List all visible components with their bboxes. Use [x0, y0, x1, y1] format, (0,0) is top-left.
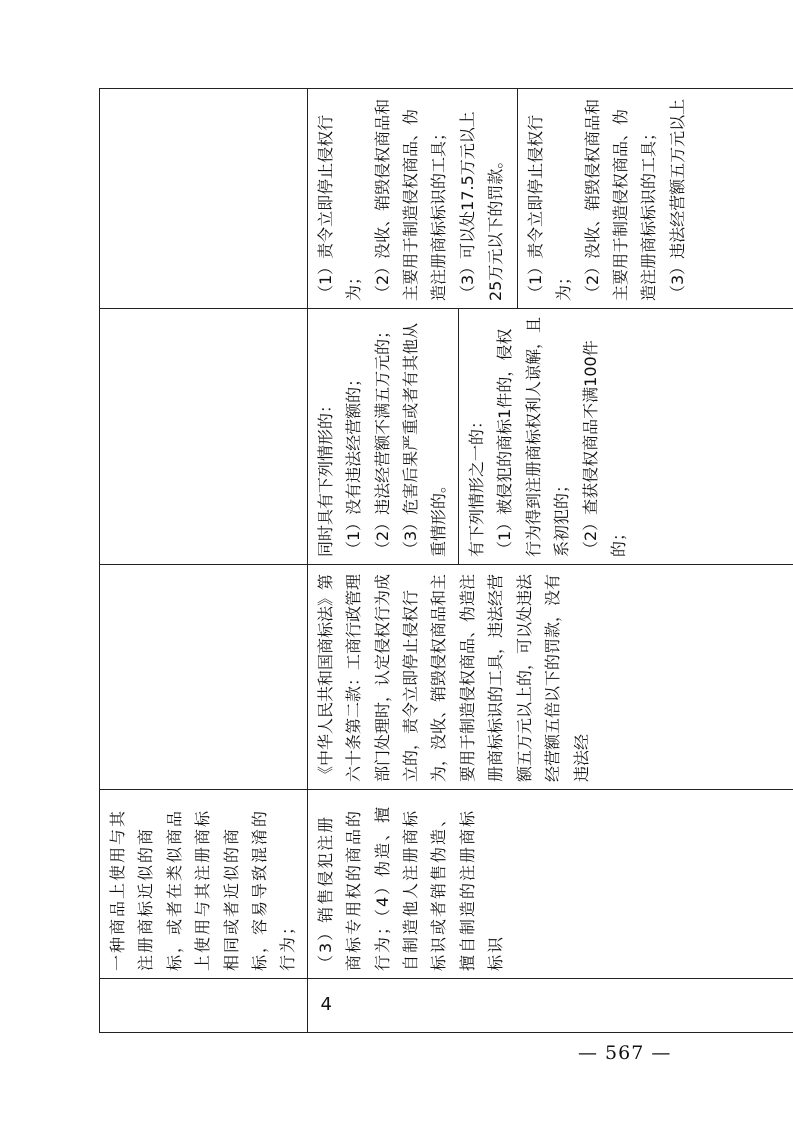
table-row: [307, 89, 793, 1033]
circumstance-text: （2）查获侵权商品不满100件的；: [580, 340, 628, 557]
cell-number: [307, 979, 793, 1033]
cell-circumstances: [307, 309, 793, 565]
cell-violation: （3）销售侵犯注册商标专用权的商品的行为；（4）伪造、擅自制造他人注册商标标识或者销售伪造、擅自制造的注册商标标识: [307, 790, 793, 979]
cell-number-top: [100, 979, 308, 1033]
cell-circumstance-top: [100, 309, 308, 565]
cell-violation-continuation: 一种商品上使用与其注册商标近似的商标，或者在类似商品上使用与其注册商标相同或者近似的商标，容易导致混淆的行为；: [100, 790, 308, 979]
penalty-text: （1）责令立即停止侵权行为；: [315, 114, 364, 301]
penalty-text: （3）违法经营额五万元以上: [667, 98, 687, 301]
penalty-table: [99, 88, 793, 1033]
penalty-text: （3）可以处17.5万元以上25万元以下的罚款。: [457, 111, 506, 301]
circumstance-text: 有下列情形之一的：: [466, 412, 486, 557]
penalty-text: （2）没收、销毁侵权商品和主要用于制造侵权商品、伪造注册商标标识的工具；: [582, 98, 659, 301]
cell-penalty-top: [100, 89, 308, 309]
cell-legal-basis: 《中华人民共和国商标法》第六十条第二款：工商行政管理部门处理时，认定侵权行为成立的，责令立即停止侵权行为，没收、销毁侵权商品和主要用于制造侵权商品、伪造注册商标标识的工具，违法经营额五万元以上的，可以处违法经营额五倍以下的罚款，没有违法经: [307, 565, 793, 790]
circumstance-text: （1）没有违法经营额的；: [344, 370, 364, 557]
cell-basis-top: [100, 565, 308, 790]
penalty-text: （1）责令立即停止侵权行为；: [525, 114, 574, 301]
cell-penalty: [307, 89, 793, 309]
table-row: [100, 89, 308, 1033]
rotated-table-container: [99, 89, 701, 1033]
row-number: 4: [320, 994, 332, 1016]
circumstance-text: （2）违法经营额不满五万元的；: [372, 322, 392, 557]
penalty-divider: [517, 89, 692, 308]
circumstance-text: 同时具有下列情形的：: [315, 396, 335, 557]
circumstance-divider: [458, 309, 633, 564]
circumstance-text: （3）危害后果严重或者有其他从重情形的。: [401, 322, 449, 557]
page-number: — 567 —: [578, 1042, 672, 1064]
penalty-text: （2）没收、销毁侵权商品和主要用于制造侵权商品、伪造注册商标标识的工具；: [372, 98, 449, 301]
circumstance-text: （1）被侵犯的商标1件的，侵权行为得到注册商标权利人谅解，且系初犯的；: [495, 316, 572, 557]
